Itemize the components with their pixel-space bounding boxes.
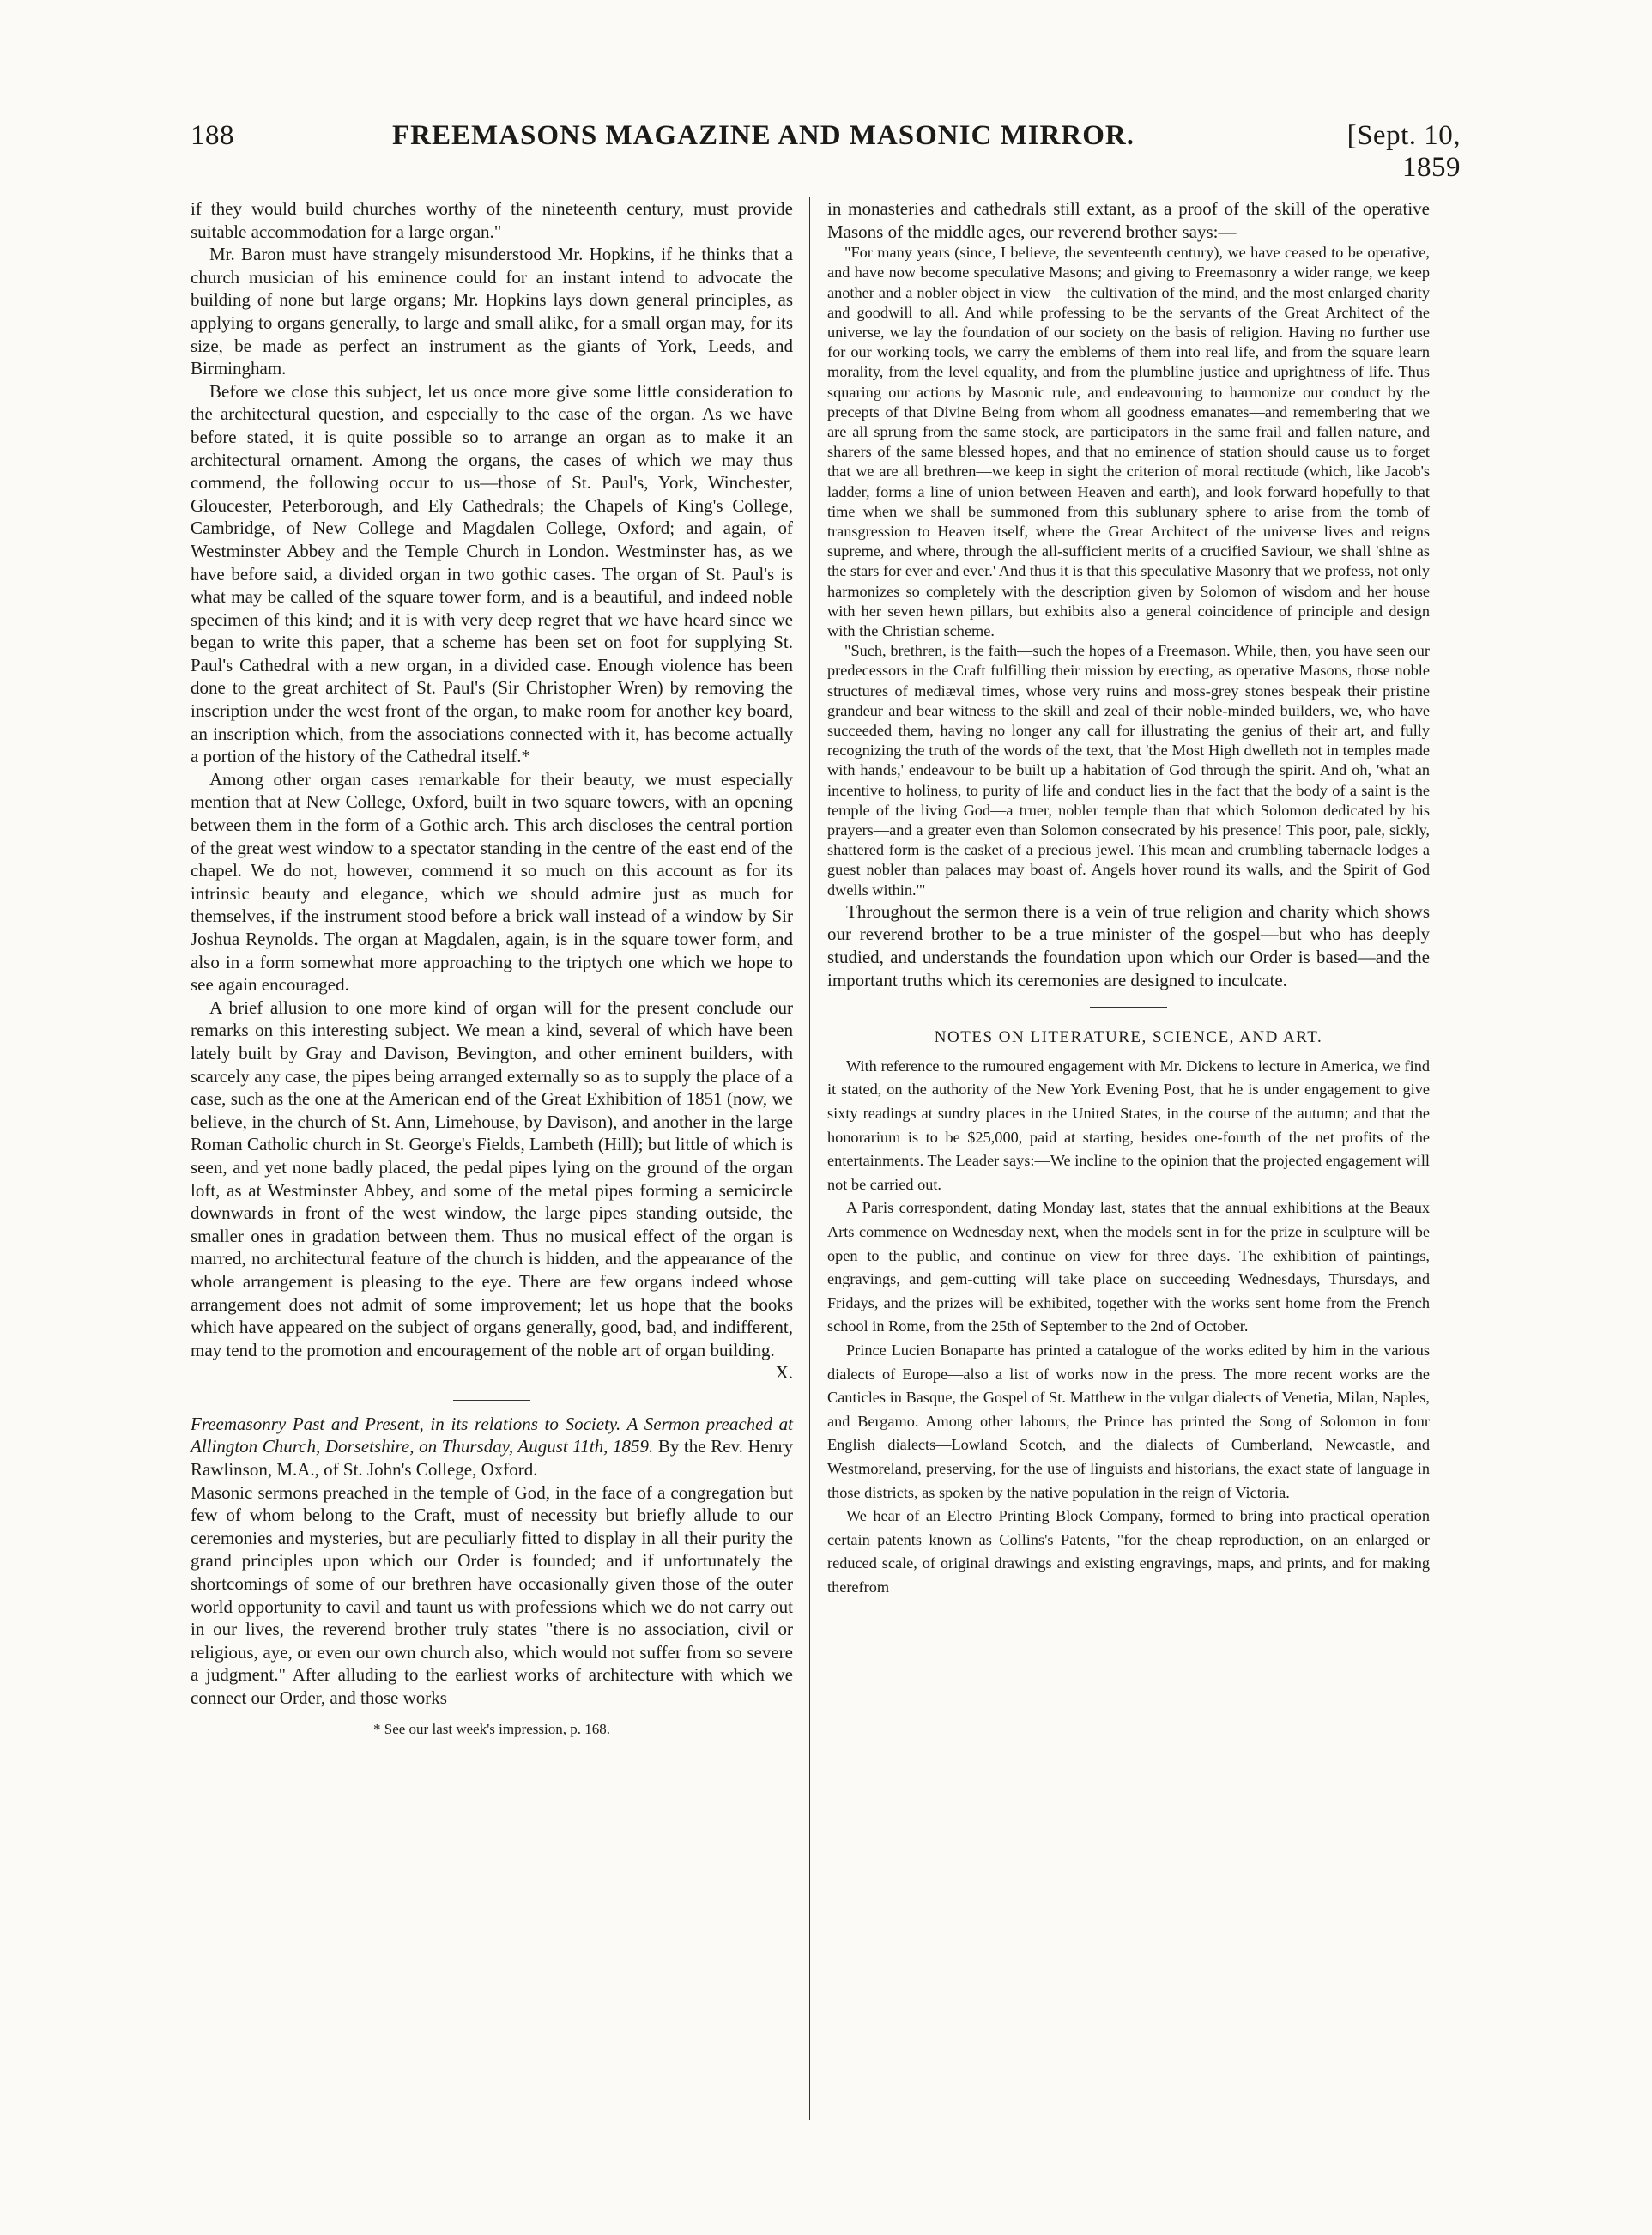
paragraph: Among other organ cases remarkable for their beauty, we must especially mention that at New College, Oxford, built in two square towers, with an opening between them in the form of a Gothic arch. This arch discloses the central portion of the great west window to a spectator standing in the centre of the east end of the chapel. We do not, however, commend it so much on this account as for its intrinsic beauty and elegance, which we should admire just as much for themselves, if the instrument stood before a brick wall instead of a window by Sir Joshua Reynolds. The organ at Magdalen, again, is in the square tower form, and also in a form somewhat more approaching to the triptych one which we hope to see again encouraged.: [191, 768, 793, 996]
review-author: By the Rev. Henry Rawlinson, M.A., of St. John's College, Oxford.: [191, 1436, 793, 1481]
issue-date: [Sept. 10, 1859: [1346, 120, 1461, 183]
paragraph: if they would build churches worthy of the nineteenth century, must provide suitable accommodation for a large organ.": [191, 198, 793, 242]
page-header: [191, 120, 1461, 183]
left-column: [191, 197, 793, 1741]
section-divider: [453, 1400, 530, 1401]
review-title: [191, 1413, 793, 1481]
paragraph: Before we close this subject, let us once more give some little consideration to the architectural question, and especially to the case of the organ. As we have before stated, it is quite possible so to arrange an organ as to make it an architectural ornament. Among the organs, the cases of which we may thus commend, the following occur to us—those of St. Paul's, York, Winchester, Gloucester, Peterborough, and Ely Cathedrals; the Chapels of King's College, Cambridge, of New College and Magdalen College, Oxford; and again, of Westminster Abbey and the Temple Church in London. Westminster has, as we have before said, a divided organ in two gothic cases. The organ of St. Paul's is what may be called of the square tower form, and is a beautiful, and indeed noble specimen of this kind; and it is with very deep regret that we have heard since we began to write this paper, that a scheme has been set on foot for supplying St. Paul's Cathedral with a new organ, in a divided case. Enough violence has been done to the great architect of St. Paul's (Sir Christopher Wren) by removing the inscription under the west front of the organ, to make room for another key board, an inscription which, from the associations connected with it, has become actually a portion of the history of the Cathedral itself.*: [191, 380, 793, 767]
review-title-text: Freemasonry Past and Present, in its relations to Society. A Sermon preached at Allington Church, Dorsetshire, on Thursday, August 11th, 1859.: [191, 1413, 793, 1457]
quote-paragraph: "Such, brethren, is the faith—such the hopes of a Freemason. While, then, you have seen our predecessors in the Craft fulfilling their mission by erecting, as operative Masons, those noble structures of mediæval times, whose very ruins and moss-grey stones bespeak their pristine grandeur and bear witness to the skill and zeal of their noble-minded builders, we, who have succeeded them, having no longer any call for illustrating the genius of their art, and fully recognizing the truth of the words of the text, that 'the Most High dwelleth not in temples made with hands,' endeavour to be built up a habitation of God through the spirit. And oh, 'what an incentive to holiness, to purity of life and conduct lies in the fact that the body of a saint is the temple of the living God—a truer, nobler temple than that which Solomon dedicated by his prayers—and a greater even than Solomon consecrated by his presence! This poor, pale, sickly, shattered form is the casket of a precious jewel. This mean and crumbling tabernacle lodges a guest nobler than palaces may boast of. Angels hover round its walls, and the Spirit of God dwells within.'": [827, 642, 1430, 899]
article-signature: X.: [775, 1362, 793, 1384]
right-column: [827, 197, 1430, 1600]
paragraph: in monasteries and cathedrals still extant, as a proof of the skill of the operative Masons of the middle ages, our reverend brother says:—: [827, 198, 1430, 242]
note-item: A Paris correspondent, dating Monday last, states that the annual exhibitions at the Beaux Arts commence on Wednesday next, when the models sent in for the prize in sculpture will be open to the public, and continue on view for three days. The exhibition of paintings, engravings, and gem-cutting will take place on succeeding Wednesdays, Thursdays, and Fridays, and the prizes will be exhibited, together with the works sent home from the French school in Rome, from the 25th of September to the 2nd of October.: [827, 1199, 1430, 1336]
column-rule: [809, 197, 810, 2120]
section-divider: [1090, 1007, 1167, 1008]
sermon-quote: [827, 243, 1430, 900]
paragraph: A brief allusion to one more kind of organ will for the present conclude our remarks on this interesting subject. We mean a kind, several of which have been lately built by Gray and Davison, Bevington, and other eminent builders, with scarcely any case, the pipes being arranged externally so as to supply the place of a case, such as the one at the American end of the Great Exhibition of 1851 (now, we believe, in the church of St. Ann, Limehouse, by Davison), and another in the large Roman Catholic church in St. George's Fields, Lambeth (Hill); but little of which is seen, and yet none badly placed, the pedal pipes lying on the ground of the organ loft, as at Westminster Abbey, and some of the metal pipes forming a semicircle downwards in front of the west window, the large pipes standing outside, the smaller ones in gradation between them. Thus no musical effect of the organ is marred, no architectural feature of the church is hidden, and the appearance of the whole arrangement is pleasing to the eye. There are few organs indeed whose arrangement does not admit of some improvement; let us hope that the books which have appeared on the subject of organs generally, good, bad, and indifferent, may tend to the promotion and encouragement of the noble art of organ building.: [191, 996, 793, 1360]
quote-paragraph: "For many years (since, I believe, the seventeenth century), we have ceased to be operative, and have now become speculative Masons; and giving to Freemasonry a wider range, we keep another and a nobler object in view—the cultivation of the mind, and the most enlarged charity and goodwill to all. And while professing to be the servants of the Great Architect of the universe, we lay the foundation of our society on the basis of religion. Having no further use for our working tools, we carry the emblems of them into real life, and from the square learn morality, from the level equality, and from the plumbline justice and uprightness of life. Thus squaring our actions by Masonic rule, and endeavouring to harmonize our conduct by the precepts of that Divine Being from whom all goodness emanates—and remembering that we are all sprung from the same stock, are participators in the same frail and fallen nature, and sharers of the same blessed hopes, and that no eminence of station should cause us to forget that we are all brethren—we keep in sight the criterion of moral rectitude (which, like Jacob's ladder, forms a line of union between Heaven and earth), and look forward hopefully to that time when we shall be summoned from this sublunary sphere to arise from the tomb of transgression to Heaven itself, where the Great Architect of the universe lives and reigns supreme, and where, through the all-sufficient merits of a crucified Saviour, we shall 'shine as the stars for ever and ever.' And thus it is that this speculative Masonry that we profess, not only harmonizes so completely with the description given by Solomon of wisdom and her house with her seven hewn pillars, but exhibits also a general coincidence of principle and design with the Christian scheme.: [827, 244, 1430, 640]
footnote: * See our last week's impression, p. 168.: [373, 1720, 610, 1737]
paragraph: Mr. Baron must have strangely misunderstood Mr. Hopkins, if he thinks that a church musician of his eminence could for an instant intend to advocate the building of none but large organs; Mr. Hopkins lays down general principles, as applying to organs generally, to large and small alike, for a small organ may, for its size, be made as perfect an instrument as the giants of York, Leeds, and Birmingham.: [191, 244, 793, 379]
note-item: Prince Lucien Bonaparte has printed a catalogue of the works edited by him in the various dialects of Europe—also a list of works now in the press. The more recent works are the Canticles in Basque, the Gospel of St. Matthew in the vulgar dialects of Venetia, Milan, Naples, and Bergamo. Among other labours, the Prince has printed the Song of Solomon in four English dialects—Lowland Scotch, and the dialects of Cumberland, Newcastle, and Westmoreland, preserving, for the use of linguists and historians, the exact state of language in those districts, as spoken by the native population in the reign of Victoria.: [827, 1341, 1430, 1501]
paragraph: Masonic sermons preached in the temple of God, in the face of a congregation but few of whom belong to the Craft, must of necessity but briefly allude to our ceremonies and mysteries, but are peculiarly fitted to display in all their purity the grand principles upon which our Order is founded; and if unfortunately the shortcomings of some of our brethren have occasionally given those of the outer world opportunity to cavil and taunt us with professions which we do not carry out in our lives, the reverend brother truly states "there is no association, civil or religious, aye, or even our own church also, which would not suffer from so severe a judgment." After alluding to the earliest works of architecture with which we connect our Order, and those works: [191, 1481, 793, 1708]
notes-section: [827, 1055, 1430, 1600]
notes-heading: NOTES ON LITERATURE, SCIENCE, AND ART.: [934, 1028, 1323, 1047]
page-number: 188: [191, 120, 234, 151]
note-item: We hear of an Electro Printing Block Company, formed to bring into practical operation certain patents known as Collins's Patents, "for the cheap reproduction, on an enlarged or reduced scale, of original drawings and existing engravings, maps, and prints, and for making therefrom: [827, 1507, 1430, 1596]
magazine-title: FREEMASONS MAGAZINE AND MASONIC MIRROR.: [392, 120, 1135, 151]
paragraph: Throughout the sermon there is a vein of true religion and charity which shows our reverend brother to be a true minister of the gospel—but who has deeply studied, and understands the foundation upon which our Order is based—and the important truths which its ceremonies are designed to inculcate.: [827, 900, 1430, 990]
note-item: With reference to the rumoured engagement with Mr. Dickens to lecture in America, we find it stated, on the authority of the New York Evening Post, that he is under engagement to give sixty readings at sundry places in the United States, in the course of the autumn; and that the honorarium is to be $25,000, paid at starting, besides one-fourth of the net profits of the entertainments. The Leader says:—We incline to the opinion that the projected engagement will not be carried out.: [827, 1057, 1430, 1193]
